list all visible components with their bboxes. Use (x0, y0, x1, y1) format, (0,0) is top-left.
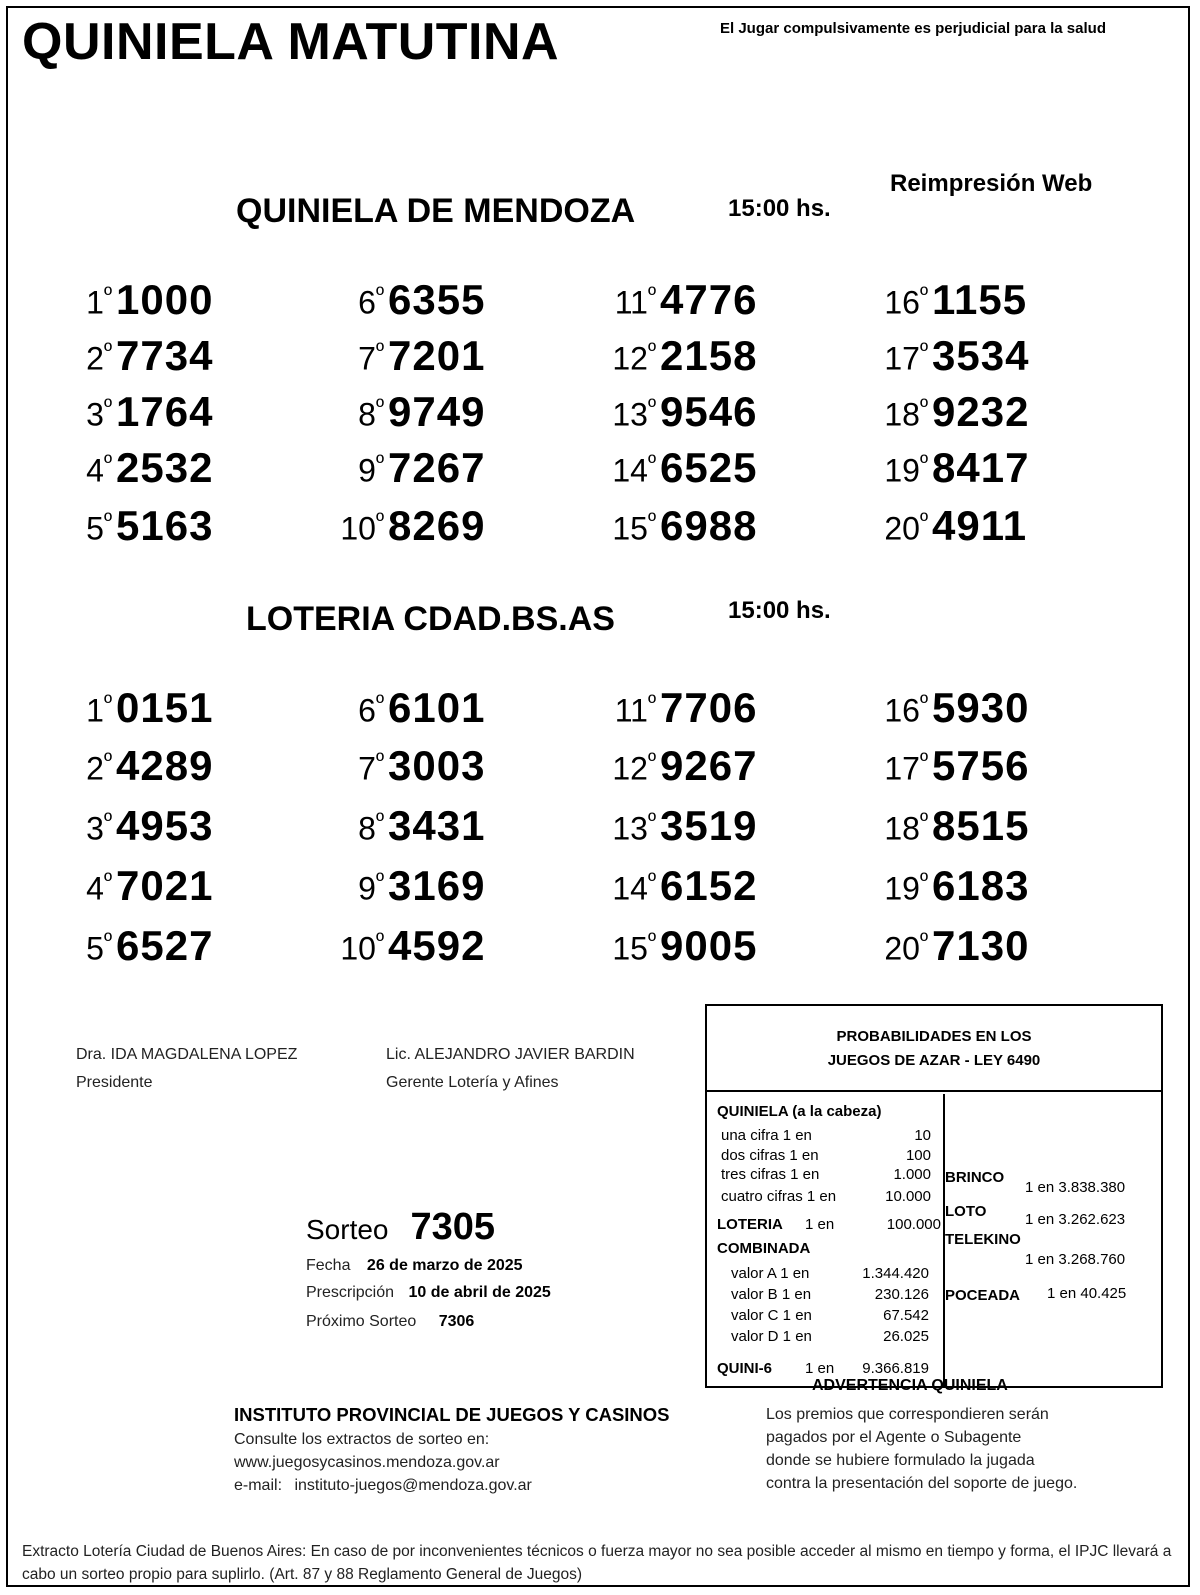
prob-row-value: 1.344.420 (862, 1265, 929, 1282)
draw-number: 7130 (932, 922, 1030, 969)
draw-number: 4953 (116, 802, 214, 849)
loteria-draw-time: 15:00 hs. (728, 597, 831, 624)
draw-number: 6152 (660, 862, 758, 909)
draw-result (32, 684, 213, 732)
draw-position: $14^º$ (612, 450, 656, 489)
draw-position: $18^º$ (884, 394, 928, 433)
instituto-contact (234, 1428, 532, 1497)
prob-row-label: valor C 1 en (731, 1307, 812, 1324)
draw-result (304, 922, 485, 970)
draw-position: $20^º$ (884, 508, 928, 547)
draw-result (576, 862, 757, 910)
signature-left-role: Presidente (76, 1074, 153, 1091)
draw-result (304, 862, 485, 910)
health-warning: El Jugar compulsivamente es perjudicial para la salud (720, 20, 1106, 37)
footer-disclaimer: Extracto Lotería Ciudad de Buenos Aires: En caso de por inconvenientes técnicos o fuerza mayor no sea posible acceder al mismo en tiempo y forma, el IPJC llevará a cabo un sorteo propio para suplirlo. (Art. 87 y 88 Reglamento General de Juegos) (22, 1543, 1172, 1583)
draw-result (304, 502, 485, 550)
draw-number: 9546 (660, 388, 758, 435)
probabilidades-box (705, 1004, 1163, 1388)
proximo-row (306, 1313, 474, 1331)
draw-number: 7734 (116, 332, 214, 379)
draw-result (576, 388, 757, 436)
draw-result (576, 444, 757, 492)
poceada-prob-label: POCEADA (945, 1287, 1021, 1304)
quini6-prob-en: 1 en (805, 1360, 835, 1377)
draw-position: $18^º$ (884, 808, 928, 847)
prob-row-value: 67.542 (883, 1307, 929, 1324)
draw-number: 1155 (932, 276, 1028, 323)
instituto-email[interactable]: instituto-juegos@mendoza.gov.ar (294, 1477, 532, 1494)
draw-number: 6183 (932, 862, 1030, 909)
draw-result (848, 862, 1029, 910)
draw-position: $13^º$ (612, 394, 656, 433)
loteria-section-title: LOTERIA CDAD.BS.AS (246, 600, 615, 638)
draw-result (304, 332, 485, 380)
combinada-prob-title: COMBINADA (717, 1240, 811, 1257)
draw-result (576, 332, 757, 380)
advertencia-text (766, 1403, 1077, 1495)
fecha-row (306, 1257, 523, 1275)
signature-right-name: Lic. ALEJANDRO JAVIER BARDIN (386, 1046, 635, 1063)
draw-result (32, 502, 213, 550)
draw-position: $11^º$ (614, 282, 656, 321)
draw-result (32, 444, 213, 492)
sorteo-number: 7305 (410, 1206, 496, 1248)
draw-position: $20^º$ (884, 928, 928, 967)
instituto-name: INSTITUTO PROVINCIAL DE JUEGOS Y CASINOS (234, 1404, 670, 1425)
draw-result (576, 802, 757, 850)
instituto-email-row (234, 1474, 532, 1497)
draw-number: 3519 (660, 802, 758, 849)
draw-position: $2^º$ (86, 338, 112, 377)
prob-header-1: PROBABILIDADES EN LOS (836, 1028, 1032, 1045)
prescripcion-value: 10 de abril de 2025 (408, 1284, 551, 1301)
draw-position: $6^º$ (358, 690, 384, 729)
draw-number: 8417 (932, 444, 1030, 491)
draw-position: $5^º$ (86, 928, 112, 967)
draw-result (848, 802, 1029, 850)
prob-divider-horizontal (707, 1090, 1161, 1092)
draw-number: 4592 (388, 922, 486, 969)
draw-result (32, 742, 213, 790)
draw-result (32, 332, 213, 380)
draw-result (32, 388, 213, 436)
signature-left-name: Dra. IDA MAGDALENA LOPEZ (76, 1046, 298, 1063)
draw-result (576, 684, 757, 732)
draw-result (576, 922, 757, 970)
draw-position: $10^º$ (340, 508, 384, 547)
draw-position: $7^º$ (358, 338, 384, 377)
loteria-prob-en: 1 en (805, 1216, 835, 1233)
draw-number: 6525 (660, 444, 758, 491)
prescripcion-label: Prescripción (306, 1284, 395, 1301)
draw-number: 3534 (932, 332, 1030, 379)
poceada-prob-value: 1 en 40.425 (1047, 1285, 1127, 1302)
draw-number: 9232 (932, 388, 1030, 435)
mendoza-draw-time: 15:00 hs. (728, 195, 831, 222)
advertencia-title: ADVERTENCIA QUINIELA (812, 1377, 1008, 1394)
draw-position: $8^º$ (358, 394, 384, 433)
mendoza-section-title: QUINIELA DE MENDOZA (236, 192, 636, 230)
draw-number: 6988 (660, 502, 758, 549)
draw-position: $1^º$ (86, 690, 112, 729)
draw-result (32, 862, 213, 910)
draw-position: $17^º$ (884, 748, 928, 787)
draw-position: $12^º$ (612, 748, 656, 787)
draw-number: 0151 (116, 684, 214, 731)
draw-number: 4911 (932, 502, 1028, 549)
advertencia-line: Los premios que correspondieren serán (766, 1406, 1049, 1423)
prob-row-value: 10 (914, 1127, 931, 1144)
prob-row-value: 230.126 (874, 1286, 929, 1303)
draw-number: 3003 (388, 742, 486, 789)
draw-result (576, 742, 757, 790)
draw-number: 4776 (660, 276, 758, 323)
draw-position: $9^º$ (358, 868, 384, 907)
draw-number: 8269 (388, 502, 486, 549)
draw-number: 3169 (388, 862, 486, 909)
draw-number: 3431 (388, 802, 486, 849)
draw-result (848, 276, 1027, 324)
draw-number: 7201 (388, 332, 486, 379)
instituto-website[interactable]: www.juegosycasinos.mendoza.gov.ar (234, 1454, 500, 1471)
proximo-value: 7306 (438, 1313, 475, 1330)
prob-header-2: JUEGOS DE AZAR - LEY 6490 (827, 1052, 1041, 1069)
draw-result (304, 742, 485, 790)
draw-position: $10^º$ (340, 928, 384, 967)
draw-position: $4^º$ (86, 868, 112, 907)
draw-number: 5756 (932, 742, 1030, 789)
draw-position: $15^º$ (612, 508, 656, 547)
draw-number: 2158 (660, 332, 758, 379)
draw-result (848, 388, 1029, 436)
proximo-label: Próximo Sorteo (306, 1313, 417, 1330)
draw-result (32, 276, 213, 324)
draw-result (848, 922, 1029, 970)
prob-row-label: cuatro cifras 1 en (721, 1188, 837, 1205)
prob-row-label: dos cifras 1 en (721, 1147, 819, 1164)
draw-number: 6527 (116, 922, 214, 969)
draw-result (304, 684, 485, 732)
draw-position: $12^º$ (612, 338, 656, 377)
brinco-prob-value: 1 en 3.838.380 (1025, 1179, 1126, 1196)
quini6-prob-value: 9.366.819 (862, 1360, 929, 1377)
draw-position: $13^º$ (612, 808, 656, 847)
draw-position: $14^º$ (612, 868, 656, 907)
draw-number: 4289 (116, 742, 214, 789)
prob-row-label: tres cifras 1 en (721, 1166, 820, 1183)
fecha-value: 26 de marzo de 2025 (366, 1257, 523, 1274)
draw-number: 6101 (388, 684, 486, 731)
sorteo-label: Sorteo (306, 1214, 389, 1245)
draw-position: $9^º$ (358, 450, 384, 489)
draw-result (32, 802, 213, 850)
prob-row-label: valor B 1 en (731, 1286, 812, 1303)
draw-result (848, 742, 1029, 790)
draw-number: 8515 (932, 802, 1030, 849)
draw-number: 1000 (116, 276, 214, 323)
draw-number: 7706 (660, 684, 758, 731)
draw-position: $2^º$ (86, 748, 112, 787)
draw-result (304, 802, 485, 850)
advertencia-line: pagados por el Agente o Subagente (766, 1429, 1022, 1446)
prob-row-label: valor D 1 en (731, 1328, 812, 1345)
loteria-prob-label: LOTERIA (717, 1216, 783, 1233)
draw-position: $19^º$ (884, 868, 928, 907)
fecha-label: Fecha (306, 1257, 351, 1274)
loto-prob-value: 1 en 3.262.623 (1025, 1211, 1126, 1228)
draw-position: $16^º$ (884, 282, 928, 321)
draw-position: $19^º$ (884, 450, 928, 489)
prob-row-value: 26.025 (883, 1328, 929, 1345)
prob-row-label: una cifra 1 en (721, 1127, 812, 1144)
draw-result (848, 684, 1029, 732)
quiniela-prob-title: QUINIELA (a la cabeza) (717, 1103, 882, 1120)
draw-position: $6^º$ (358, 282, 384, 321)
draw-number: 7267 (388, 444, 486, 491)
draw-position: $17^º$ (884, 338, 928, 377)
draw-position: $11^º$ (614, 690, 656, 729)
draw-result (304, 388, 485, 436)
draw-result (576, 276, 757, 324)
draw-result (304, 276, 485, 324)
advertencia-line: donde se hubiere formulado la jugada (766, 1452, 1035, 1469)
draw-position: $3^º$ (86, 808, 112, 847)
draw-number: 6355 (388, 276, 486, 323)
page-title: QUINIELA MATUTINA (22, 13, 560, 71)
loto-prob-label: LOTO (945, 1203, 987, 1220)
draw-number: 9267 (660, 742, 758, 789)
draw-number: 2532 (116, 444, 214, 491)
draw-number: 9005 (660, 922, 758, 969)
prob-row-value: 100 (905, 1147, 931, 1164)
sorteo-block (306, 1206, 495, 1249)
reprint-label: Reimpresión Web (890, 170, 1093, 197)
email-label: e-mail: (234, 1477, 283, 1494)
telekino-prob-value: 1 en 3.268.760 (1025, 1251, 1126, 1268)
prob-row-value: 10.000 (885, 1188, 931, 1205)
draw-result (32, 922, 213, 970)
draw-result (848, 502, 1027, 550)
draw-result (848, 444, 1029, 492)
draw-result (576, 502, 757, 550)
draw-number: 5163 (116, 502, 214, 549)
quini6-prob-label: QUINI-6 (717, 1360, 773, 1377)
draw-number: 1764 (116, 388, 214, 435)
draw-result (848, 332, 1029, 380)
prescripcion-row (306, 1284, 551, 1302)
draw-number: 5930 (932, 684, 1030, 731)
draw-position: $1^º$ (86, 282, 112, 321)
brinco-prob-label: BRINCO (945, 1169, 1005, 1186)
draw-position: $3^º$ (86, 394, 112, 433)
prob-row-label: valor A 1 en (731, 1265, 810, 1282)
instituto-consult-line: Consulte los extractos de sorteo en: (234, 1431, 490, 1448)
draw-position: $15^º$ (612, 928, 656, 967)
draw-result (304, 444, 485, 492)
draw-position: $4^º$ (86, 450, 112, 489)
draw-number: 9749 (388, 388, 486, 435)
telekino-prob-label: TELEKINO (945, 1231, 1021, 1248)
draw-position: $16^º$ (884, 690, 928, 729)
draw-position: $5^º$ (86, 508, 112, 547)
prob-row-value: 1.000 (893, 1166, 931, 1183)
advertencia-line: contra la presentación del soporte de juego. (766, 1475, 1078, 1492)
draw-number: 7021 (116, 862, 214, 909)
draw-position: $7^º$ (358, 748, 384, 787)
draw-position: $8^º$ (358, 808, 384, 847)
signature-right-role: Gerente Lotería y Afines (386, 1074, 559, 1091)
loteria-prob-value: 100.000 (886, 1216, 941, 1233)
